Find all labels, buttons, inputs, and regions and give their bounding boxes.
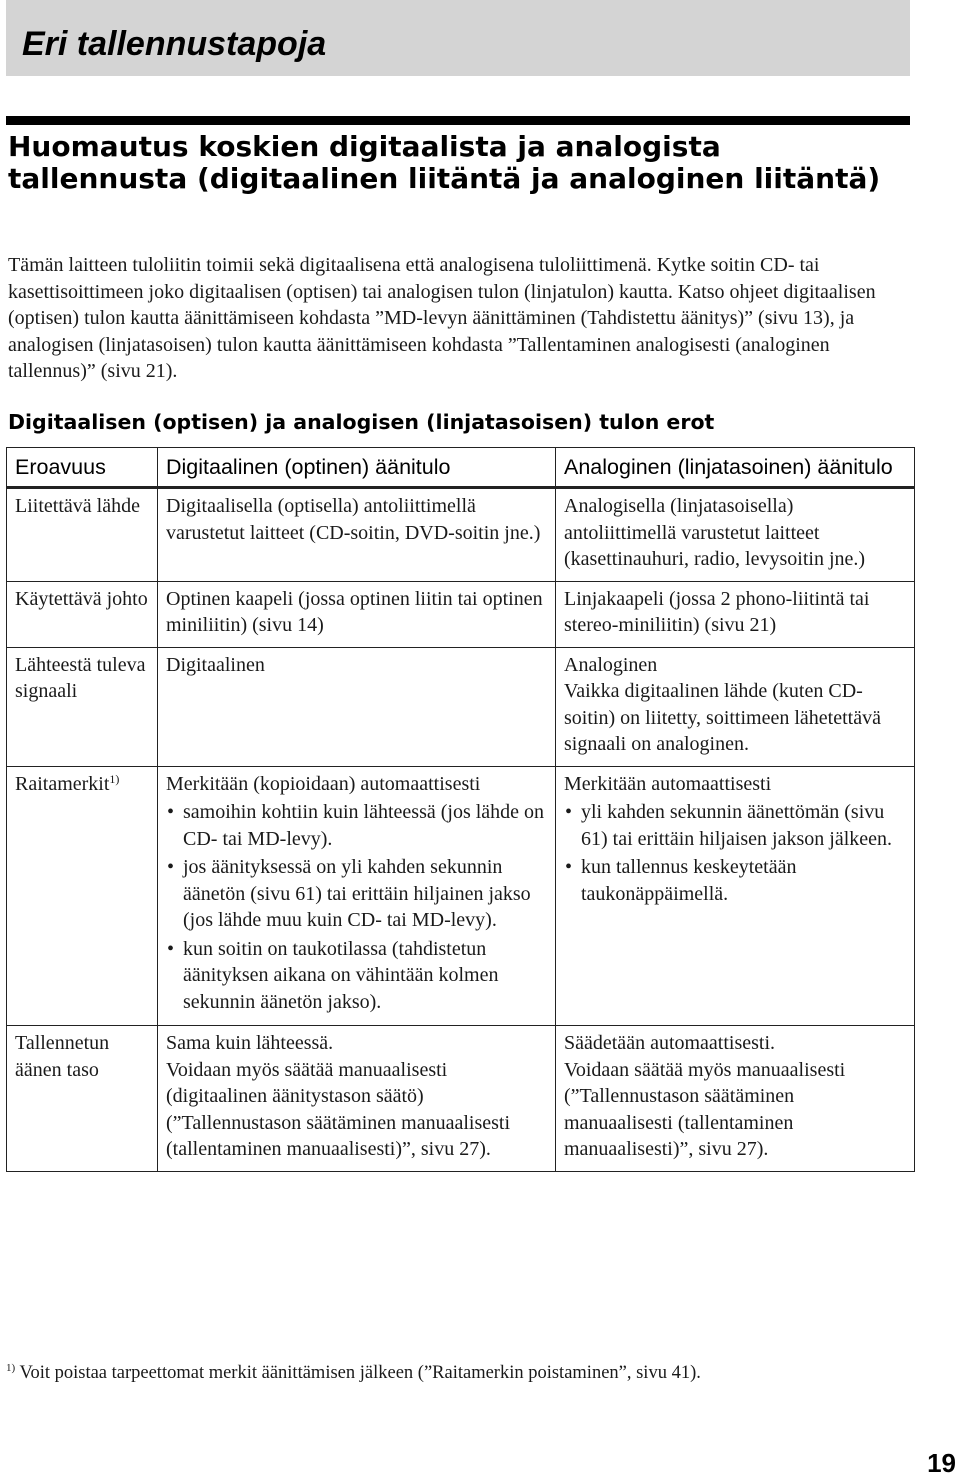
analog-intro: Merkitään automaattisesti [564,772,772,795]
analog-cell [556,766,915,1026]
digital-text: Voidaan myös säätää manuaalisesti (digitaalinen äänitystason säätö) (”Tallennustason säätäminen manuaalisesti (tallentaminen manuaalisesti)”, sivu 27). [166,1058,511,1160]
table-row [7,647,915,766]
analog-text: Analoginen [564,653,658,676]
bullet-icon: • [167,937,175,960]
bullet-icon: • [167,801,175,823]
list-item [166,854,547,934]
page-title: Eri tallennustapoja [22,25,327,63]
table-row [7,488,915,582]
section-title: Huomautus koskien digitaalista ja analogista tallennusta (digitaalinen liitäntä ja analoginen liitäntä) [8,130,881,195]
bullet-icon: • [565,801,573,823]
page-number: 19 [927,1448,956,1478]
column-header: Eroavuus [7,448,158,488]
list-item [166,936,547,1016]
analog-text: Voidaan säätää myös manuaalisesti (”Tallennustason säätäminen manuaalisesti (tallentaminen manuaalisesti)”, sivu 27). [564,1058,846,1160]
digital-intro: Merkitään (kopioidaan) automaattisesti [166,772,481,795]
row-label: Lähteestä tuleva signaali [7,647,158,766]
digital-cell: Optinen kaapeli (jossa optinen liitin tai optinen miniliitin) (sivu 14) [158,581,556,647]
row-label: Käytettävä johto [7,581,158,647]
digital-cell [158,1026,556,1172]
digital-cell [158,766,556,1026]
row-label [7,766,158,1026]
column-header: Digitaalinen (optinen) äänitulo [158,448,556,488]
list-item-text: samoihin kohtiin kuin lähteessä (jos lähde on CD- tai MD-levy). [183,801,545,850]
row-label: Tallennetun äänen taso [7,1026,158,1172]
column-header: Analoginen (linjatasoinen) äänitulo [556,448,915,488]
table-row [7,1026,915,1172]
table-title: Digitaalisen (optisen) ja analogisen (linjatasoisen) tulon erot [8,410,715,434]
comparison-table [6,447,915,1172]
analog-cell [556,647,915,766]
list-item [166,799,547,852]
analog-bullet-list [564,799,906,907]
list-item-text: kun soitin on taukotilassa (tahdistetun äänityksen aikana on vähintään kolmen sekunnin äänetön jakso). [183,937,499,1013]
list-item-text: jos äänityksessä on yli kahden sekunnin äänetön (sivu 61) tai erittäin hiljainen jakso (jos lähde muu kuin CD- tai MD-levy). [183,856,531,931]
intro-paragraph: Tämän laitteen tuloliitin toimii sekä digitaalisena että analogisena tuloliittimenä. Kytke soitin CD- tai kasettisoittimeen joko digitaalisen (optisen) tai analogisen tulon (linjatulon) kautta. Katso ohjeet digitaalisen (optisen) tulon kautta äänittämiseen kohdasta ”MD-levyn äänittäminen (Tahdistettu äänitys)” (sivu 13), ja analogisen (linjatasoisen) tulon kautta äänittämiseen kohdasta ”Tallentaminen analogisesti (analoginen tallennus)” (sivu 21). [8,254,876,382]
analog-cell: Linjakaapeli (jossa 2 phono-liitintä tai stereo-miniliitin) (sivu 21) [556,581,915,647]
row-label-text: Raitamerkit [15,772,110,795]
analog-cell [556,1026,915,1172]
digital-cell: Digitaalisella (optisella) antoliittimellä varustetut laitteet (CD-soitin, DVD-soitin jne.) [158,488,556,582]
digital-bullet-list [166,799,547,1015]
analog-text: Vaikka digitaalinen lähde (kuten CD-soitin) on liitetty, soittimeen lähetettävä signaali on analoginen. [564,680,881,755]
footnote-marker: 1) [109,771,120,786]
footnote-text: Voit poistaa tarpeettomat merkit äänittämisen jälkeen (”Raitamerkin poistaminen”, sivu 41). [19,1363,701,1383]
list-item-text: yli kahden sekunnin äänettömän (sivu 61) tai erittäin hiljaisen jakson jälkeen. [581,801,893,850]
analog-text: Säädetään automaattisesti. [564,1032,776,1054]
footnote [6,1360,906,1386]
section-rule [6,116,910,125]
list-item [564,799,906,852]
list-item [564,854,906,907]
digital-text: Sama kuin lähteessä. [166,1032,334,1054]
table-row [7,766,915,1026]
bullet-icon: • [565,856,573,878]
list-item-text: kun tallennus keskeytetään taukonäppäimellä. [581,856,797,905]
bullet-icon: • [167,856,175,878]
footnote-marker: 1) [6,1362,16,1374]
table-row [7,581,915,647]
digital-cell: Digitaalinen [158,647,556,766]
row-label: Liitettävä lähde [7,488,158,582]
table-header-row [7,448,915,488]
analog-cell: Analogisella (linjatasoisella) antoliittimellä varustetut laitteet (kasettinauhuri, radio, levysoitin jne.) [556,488,915,582]
